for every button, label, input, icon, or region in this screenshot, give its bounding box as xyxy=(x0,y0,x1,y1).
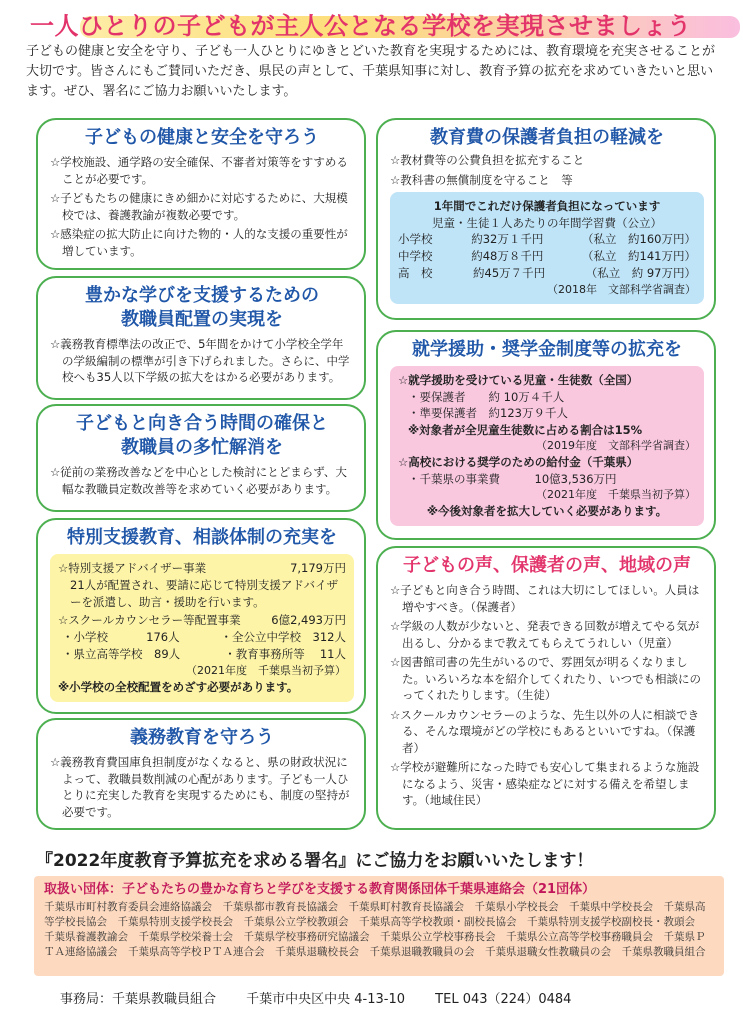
aid-item2: ☆高校における奨学のための給付金（千葉県） xyxy=(398,455,639,469)
time-heading-line1: 子どもと向き合う時間の確保と xyxy=(76,413,328,434)
cost-detail-box xyxy=(390,192,704,304)
advisor-amount: 7,179万円 xyxy=(290,561,346,575)
list-item: ☆感染症の拡大防止に向けた物的・人的な支援の重要性が増しています。 xyxy=(50,227,348,258)
compulsory-section xyxy=(36,718,366,830)
list-item: ☆学校が避難所になった時でも安心して集まれるような施設になるよう、災害・感染症などに対する備えを希望します。（地域住民） xyxy=(390,760,700,807)
list-item: ☆従前の業務改善などを中心とした検討にとどまらず、大幅な教職員定数改善等を求めていく必要があります。 xyxy=(50,465,347,496)
advisor-label: ☆特別支援アドバイザー事業 xyxy=(58,561,207,575)
voices-section xyxy=(376,546,716,830)
intro-text: 子どもの健康と安全を守り、子ども一人ひとりにゆきとどいた教育を実現するためには、教育環境を充実させることが大切です。皆さんにもご賛同いただき、県民の声として、千葉県知事に対し、教育予算の拡充を求めていきたいと思います。ぜひ、署名にご協力お願いいたします。 xyxy=(26,44,716,99)
list-item: ☆図書館司書の先生がいるので、雰囲気が明るくなりました。いろいろな本を紹介してくれたり、いつでも相談にのってくれたりします。（生徒） xyxy=(390,655,701,702)
list-item: ☆義務教育費国庫負担制度がなくなると、県の財政状況によって、教職員数削減の心配があります。子ども一人ひとりに充実した教育を実現するためにも、制度の堅持が必要です。 xyxy=(50,755,350,819)
list-item: ☆子どもと向き合う時間、これは大切にしてほしい。人員は増やすべき。（保護者） xyxy=(390,583,700,614)
aid-item1-row: ・準要保護者 約123万９千人 xyxy=(408,406,568,420)
aid-item1-source: （2019年度 文部科学省調査） xyxy=(536,439,696,452)
counselor-row: ・県立高等学校 89人 xyxy=(62,647,181,661)
list-item: ☆スクールカウンセラーのような、先生以外の人に相談できる、そんな環境がどの学校にもあるといいですね。（保護者） xyxy=(390,707,700,755)
staff-heading-line1: 豊かな学びを支援するための xyxy=(85,285,319,306)
aid-heading: 就学援助・奨学金制度等の拡充を xyxy=(412,339,682,360)
special-heading: 特別支援教育、相談体制の充実を xyxy=(67,527,337,548)
petition-call: 『2022年度教育予算拡充を求める署名』にご協力をお願いいたします！ xyxy=(36,851,594,871)
organizations-box xyxy=(34,876,724,976)
aid-item2-note: ※今後対象者を拡大していく必要があります。 xyxy=(426,504,668,518)
health-list xyxy=(50,154,354,259)
counselor-label: ☆スクールカウンセラー等配置事業 xyxy=(58,613,241,627)
advisor-desc: 21人が配置され、要請に応じて特別支援アドバイザーを派遣し、助言・援助を行います。 xyxy=(70,578,339,609)
aid-section xyxy=(376,330,716,540)
counselor-row: ・小学校 176人 xyxy=(62,630,180,644)
counselor-row: ・全公立中学校 312人 xyxy=(220,630,346,644)
cost-section xyxy=(376,118,716,320)
aid-item2-row: ・千葉県の事業費 10億3,536万円 xyxy=(408,471,617,486)
special-section xyxy=(36,518,366,714)
aid-detail-box xyxy=(390,366,704,526)
cost-source: （2018年 文部科学省調査） xyxy=(547,283,696,296)
staff-heading-line2: 教職員配置の実現を xyxy=(121,309,283,330)
aid-item2-source: （2021年度 千葉県当初予算） xyxy=(536,488,696,501)
voices-heading: 子どもの声、保護者の声、地域の声 xyxy=(403,555,691,576)
special-source: （2021年度 千葉県当初予算） xyxy=(186,664,346,677)
aid-item1-note: ※対象者が全児童生徒数に占める割合は15% xyxy=(408,422,643,437)
page-title-wrap xyxy=(30,6,720,40)
list-item: ☆学級の人数が少ないと、発表できる回数が増えてやる気が出るし、分かるまで教えてもらえてうれしい（児童） xyxy=(390,619,700,650)
list-item: ☆義務教育標準法の改正で、5年間をかけて小学校全学年の学級編制の標準が引き下げられました。さらに、中学校へも35人以下学級の拡大をはかる必要があります。 xyxy=(50,337,350,384)
health-heading: 子どもの健康と安全を守ろう xyxy=(85,127,319,148)
aid-item1: ☆就学援助を受けている児童・生徒数（全国） xyxy=(398,373,639,387)
time-heading-line2: 教職員の多忙解消を xyxy=(121,437,283,458)
list-item: ☆子どもたちの健康にきめ細かに対応するために、大規模校では、養護教諭が複数必要です。 xyxy=(50,191,348,222)
cost-row: 高 校 約45万７千円 （私立 約 97万円） xyxy=(398,266,696,280)
time-list xyxy=(50,464,354,497)
office-address: 千葉市中央区中央 4-13-10 xyxy=(246,992,406,1007)
cost-box-subtitle: 児童・生徒１人あたりの年間学習費（公立） xyxy=(432,215,662,230)
cost-heading: 教育費の保護者負担の軽減を xyxy=(430,127,664,148)
compulsory-list xyxy=(50,754,354,820)
health-section xyxy=(36,118,366,270)
list-item: ☆教科書の無償制度を守ること 等 xyxy=(390,172,573,187)
voices-list xyxy=(390,582,704,809)
staff-section xyxy=(36,276,366,400)
cost-row: 中学校 約48万８千円 （私立 約141万円） xyxy=(398,249,696,263)
cost-row: 小学校 約32万１千円 （私立 約160万円） xyxy=(398,232,696,246)
organizations-heading: 取扱い団体：子どもたちの豊かな育ちと学びを支援する教育関係団体千葉県連絡会（21団体） xyxy=(44,882,596,897)
organizations-list: 千葉県市町村教育委員会連絡協議会 千葉県都市教育長協議会 千葉県町村教育長協議会 千葉県小学校長会 千葉県中学校長会 千葉県高等学校長協会 千葉県特別支援学校長会 千葉県公立学校教頭会 千葉県高等学校教頭・副校長協会 千葉県特別支援学校副校長・教頭会 千葉県養護教諭会 千葉県学校栄養士会 千葉県学校事務研究協議会 千葉県公立学校事務長会 千葉県公立高等学校事務職員会 千葉県ＰＴＡ連絡協議会 千葉県高等学校ＰＴＡ連合会 千葉県退職校長会 千葉県退職教職員の会 千葉県退職女性教職員の会 千葉県教職員組合 xyxy=(44,901,706,958)
office-tel: TEL 043（224）0484 xyxy=(435,992,572,1007)
time-section xyxy=(36,404,366,512)
special-note: ※小学校の全校配置をめざす必要があります。 xyxy=(58,680,299,694)
aid-item1-row: ・要保護者 約 10万４千人 xyxy=(408,389,565,404)
office-name: 事務局：千葉県教職員組合 xyxy=(60,992,217,1007)
page-title: 一人ひとりの子どもが主人公となる学校を実現させましょう xyxy=(30,12,692,40)
special-detail-box xyxy=(50,554,354,702)
counselor-amount: 6億2,493万円 xyxy=(271,613,346,627)
list-item: ☆教材費等の公費負担を拡充すること xyxy=(390,153,585,167)
compulsory-heading: 義務教育を守ろう xyxy=(130,727,274,748)
office-info xyxy=(60,988,720,1007)
counselor-row: ・教育事務所等 11人 xyxy=(224,647,346,661)
list-item: ☆学校施設、通学路の安全確保、不審者対策等をすすめることが必要です。 xyxy=(50,155,348,186)
staff-list xyxy=(50,336,354,386)
cost-box-title: 1年間でこれだけ保護者負担になっています xyxy=(433,199,661,213)
cost-list xyxy=(390,152,704,188)
